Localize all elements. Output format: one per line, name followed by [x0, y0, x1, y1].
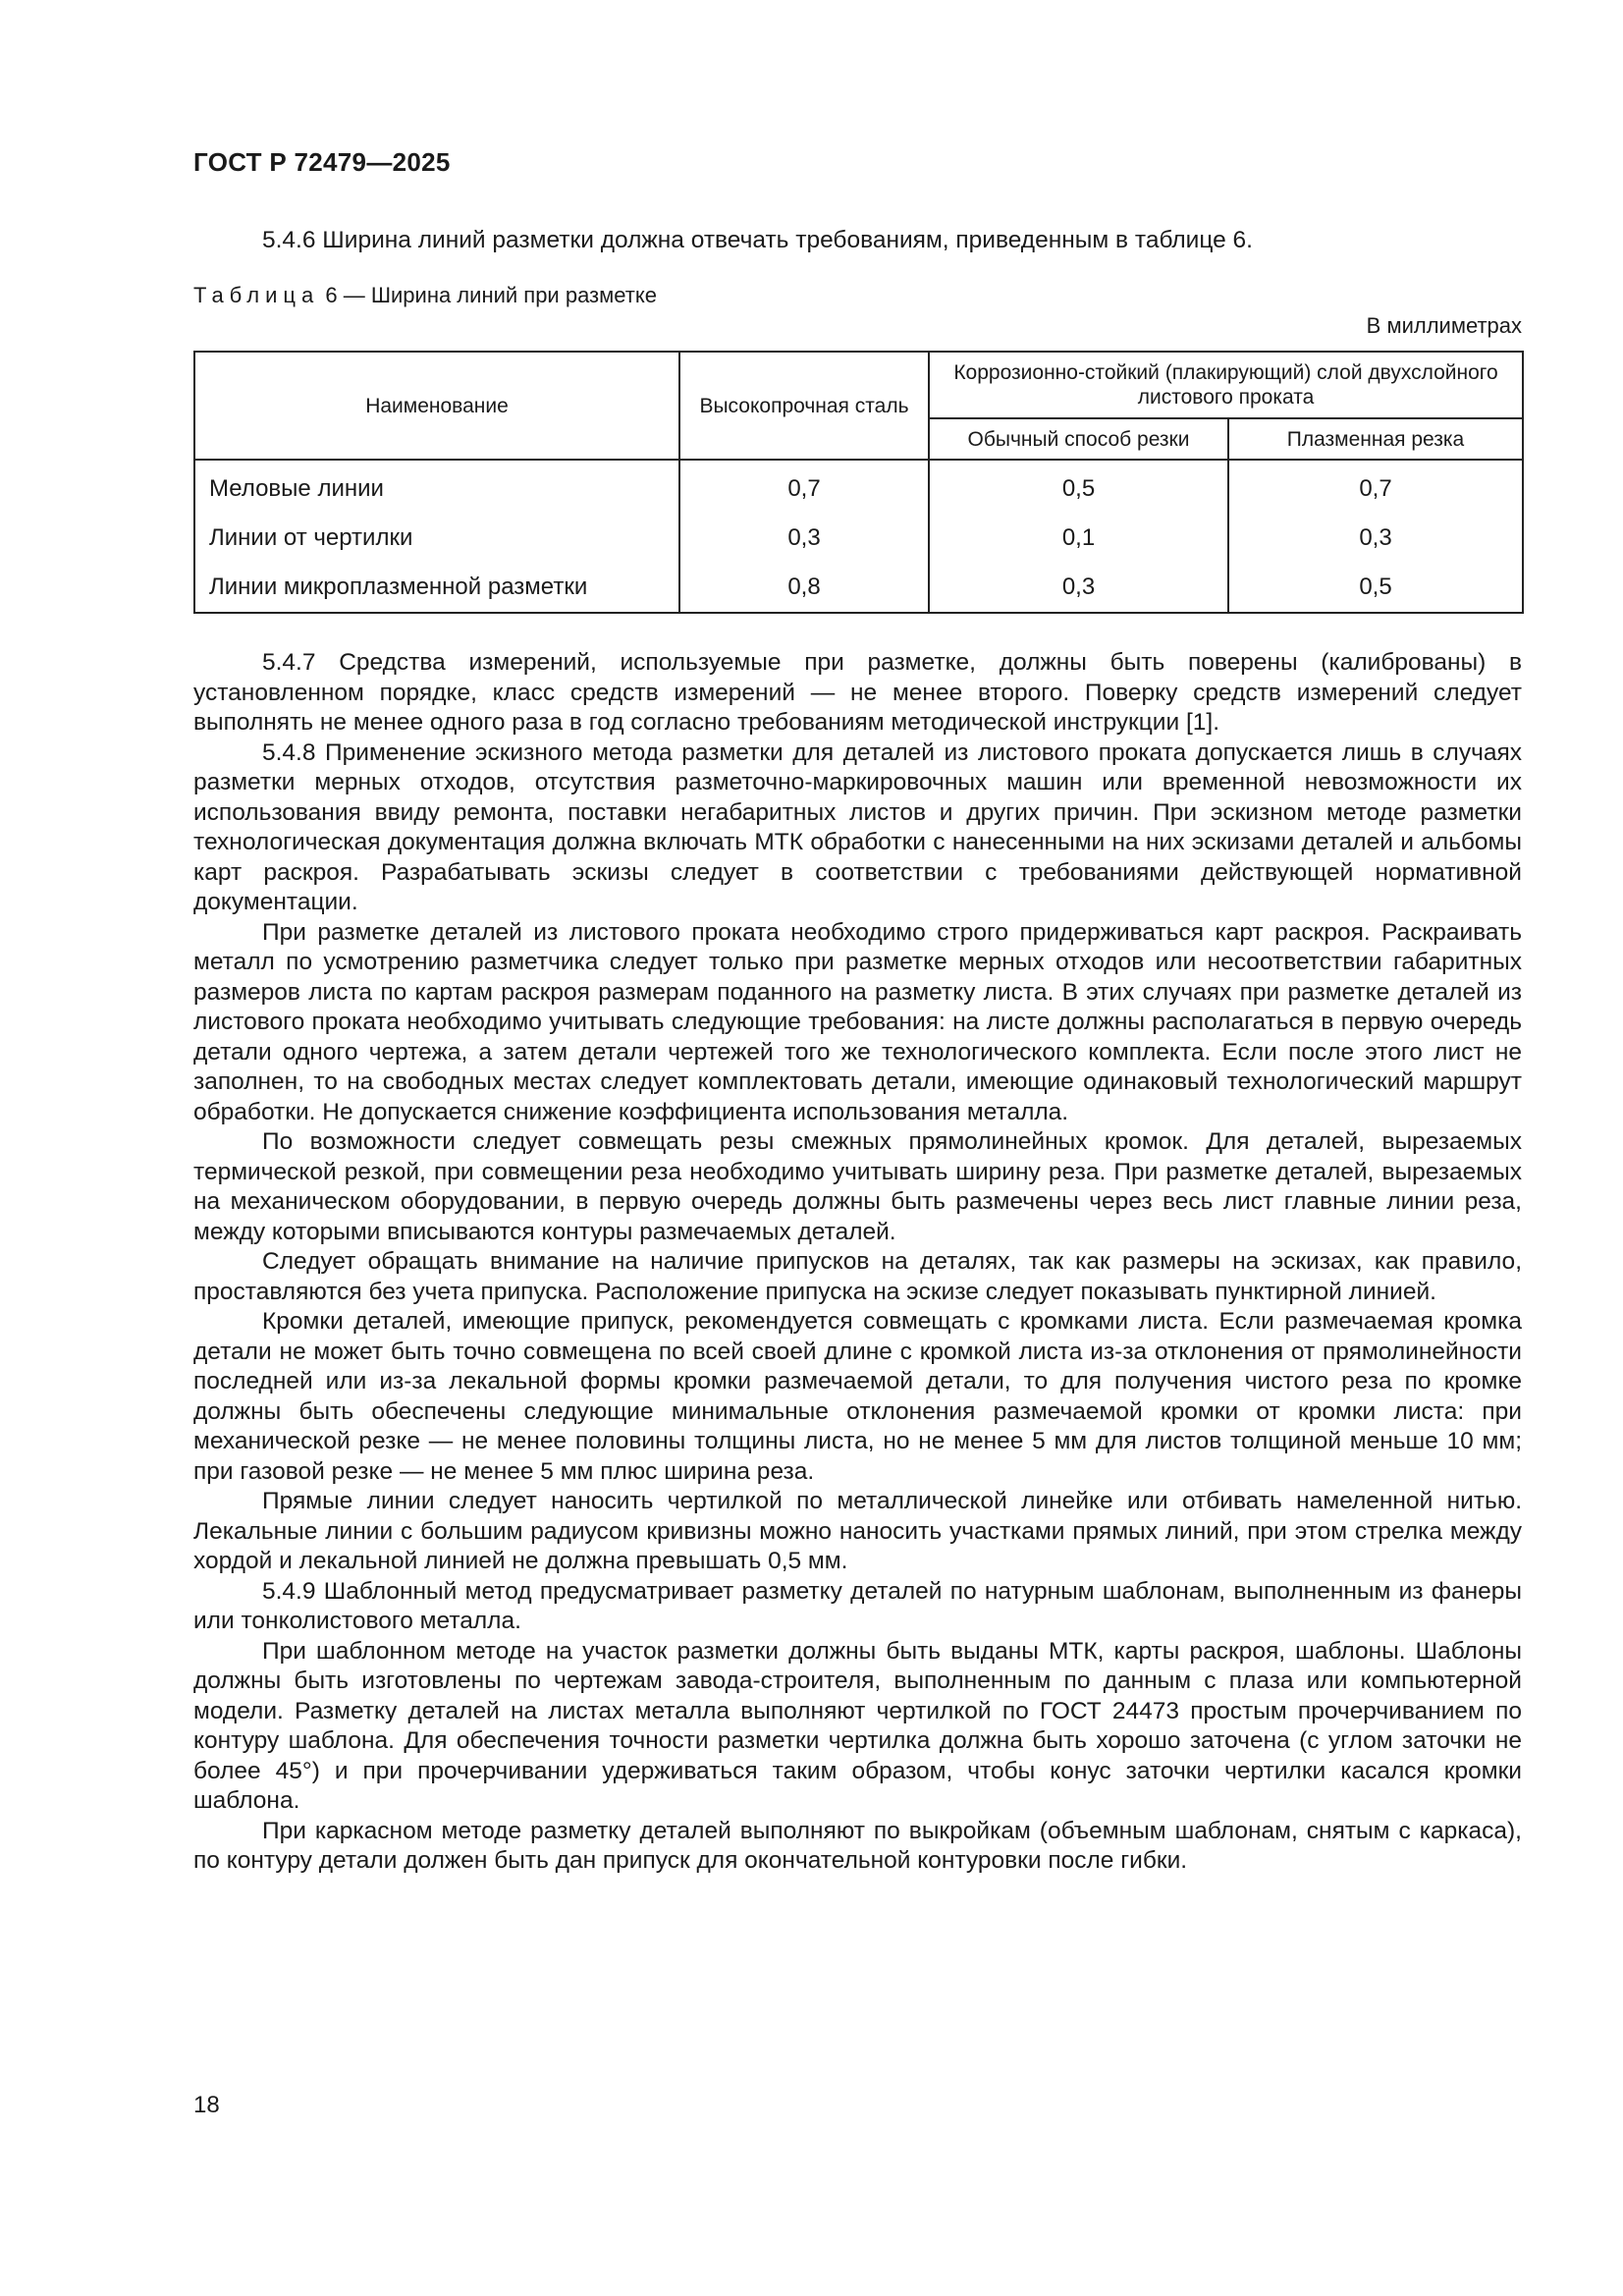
row-ordinary-value: 0,5	[929, 460, 1228, 514]
paragraph-nesting-rules: При разметке деталей из листового проката необходимо строго придерживаться карт раскроя. Раскраивать металл по усмотрению разметчика следует только при разметке мерных отходов или несоответствии габаритных размеров листа по картам раскроя размерам поданного на разметку листа. В этих случаях при разметке деталей из листового проката необходимо учитывать следующие требования: на листе должны располагаться в первую очередь детали одного чертежа, а затем детали чертежей того же технологического комплекта. Если после этого лист не заполнен, то на свободных местах следует комплектовать детали, имеющие одинаковый технологический маршрут обработки. Не допускается снижение коэффициента использования металла.	[193, 918, 1522, 1125]
row-name: Линии микроплазменной разметки	[194, 563, 679, 613]
table-caption-prefix: Таблица	[193, 283, 320, 307]
document-header: ГОСТ Р 72479—2025	[193, 147, 451, 177]
table-caption-title: 6 — Ширина линий при разметке	[319, 283, 657, 307]
header-ordinary-cut: Обычный способ резки	[929, 418, 1228, 460]
paragraph-5-4-7: 5.4.7 Средства измерений, используемые при разметке, должны быть поверены (калиброваны) в установленном порядке, класс средств измерений — не менее второго. Поверку средств измерений следует выполнять не менее одного раза в год согласно требованиям методической инструкции [1].	[193, 649, 1522, 736]
row-name: Меловые линии	[194, 460, 679, 514]
row-steel-value: 0,7	[679, 460, 929, 514]
header-steel: Высокопрочная сталь	[679, 352, 929, 460]
paragraph-5-4-6: 5.4.6 Ширина линий разметки должна отвечать требованиям, приведенным в таблице 6.	[262, 227, 1253, 253]
row-steel-value: 0,3	[679, 514, 929, 563]
table-row	[194, 460, 1523, 514]
row-plasma-value: 0,7	[1228, 460, 1523, 514]
row-ordinary-value: 0,1	[929, 514, 1228, 563]
paragraph-allowances: Следует обращать внимание на наличие припусков на деталях, так как размеры на эскизах, как правило, проставляются без учета припуска. Расположение припуска на эскизе следует показывать пунктирной линией.	[193, 1248, 1522, 1305]
body-paragraphs	[193, 648, 1522, 1877]
paragraph-edge-alignment: Кромки деталей, имеющие припуск, рекомендуется совмещать с кромками листа. Если размечаемая кромка детали не может быть точно совмещена по всей своей длине с кромкой листа из-за отклонения от прямолинейности последней или из-за лекальной формы кромки размечаемой детали, то для получения чистого реза по кромке должны быть обеспечены следующие минимальные отклонения размечаемой кромки от кромки листа: при механической резке — не менее половины толщины листа, но не менее 5 мм для листов толщиной меньше 10 мм; при газовой резке — не менее 5 мм плюс ширина реза.	[193, 1308, 1522, 1485]
paragraph-5-4-9: 5.4.9 Шаблонный метод предусматривает разметку деталей по натурным шаблонам, выполненным из фанеры или тонколистового металла.	[193, 1577, 1522, 1634]
header-name: Наименование	[194, 352, 679, 460]
row-name: Линии от чертилки	[194, 514, 679, 563]
header-plasma-cut: Плазменная резка	[1228, 418, 1523, 460]
paragraph-frame-method: При каркасном методе разметку деталей выполняют по выкройкам (объемным шаблонам, снятым с каркаса), по контуру детали должен быть дан припуск для окончательной контуровки после гибки.	[193, 1817, 1522, 1874]
row-plasma-value: 0,5	[1228, 563, 1523, 613]
paragraph-cut-alignment: По возможности следует совмещать резы смежных прямолинейных кромок. Для деталей, вырезаемых термической резкой, при совмещении реза необходимо учитывать ширину реза. При разметке деталей, вырезаемых на механическом оборудовании, в первую очередь должны быть размечены через весь лист главные линии реза, между которыми вписываются контуры размечаемых деталей.	[193, 1128, 1522, 1245]
line-width-table	[193, 351, 1524, 614]
page-number: 18	[193, 2092, 220, 2118]
intro-paragraph	[193, 226, 1522, 256]
table-row	[194, 514, 1523, 563]
paragraph-5-4-8: 5.4.8 Применение эскизного метода разметки для деталей из листового проката допускается лишь в случаях разметки мерных отходов, отсутствия разметочно-маркировочных машин или временной невозможности их использования ввиду ремонта, поставки негабаритных листов и других причин. При эскизном методе разметки технологическая документация должна включать МТК обработки с нанесенными на них эскизами деталей и альбомы карт раскроя. Разрабатывать эскизы следует в соответствии с требованиями действующей нормативной документации.	[193, 738, 1522, 915]
paragraph-template-method: При шаблонном методе на участок разметки должны быть выданы МТК, карты раскроя, шаблоны. Шаблоны должны быть изготовлены по чертежам завода-строителя, выполненным по данным с плаза или компьютерной модели. Разметку деталей на листах металла выполняют чертилкой по ГОСТ 24473 простым прочерчиванием по контуру шаблона. Для обеспечения точности разметки чертилка должна быть хорошо заточена (с углом заточки не более 45°) и при прочерчивании удерживаться таким образом, чтобы конус заточки чертилки касался кромки шаблона.	[193, 1637, 1522, 1814]
table-units: В миллиметрах	[1366, 313, 1522, 338]
row-steel-value: 0,8	[679, 563, 929, 613]
row-ordinary-value: 0,3	[929, 563, 1228, 613]
table-caption	[193, 283, 657, 308]
header-layer: Коррозионно-стойкий (плакирующий) слой двухслойного листового проката	[929, 352, 1523, 418]
row-plasma-value: 0,3	[1228, 514, 1523, 563]
paragraph-straight-lines: Прямые линии следует наносить чертилкой по металлической линейке или отбивать намеленной нитью. Лекальные линии с большим радиусом кривизны можно наносить участками прямых линий, при этом стрелка между хордой и лекальной линией не должна превышать 0,5 мм.	[193, 1488, 1522, 1574]
table-row	[194, 563, 1523, 613]
